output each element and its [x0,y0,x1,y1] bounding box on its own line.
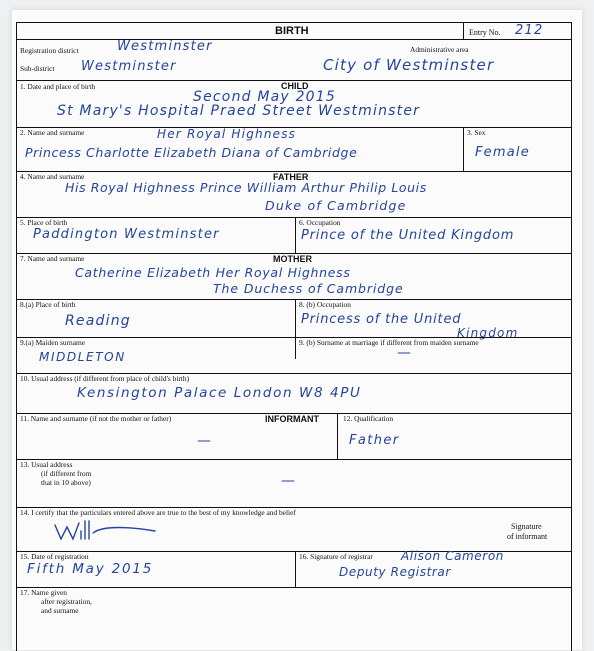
child-birth-date: Second May 2015 [193,89,336,105]
divider [17,337,571,338]
mother-name-line2: The Duchess of Cambridge [213,281,404,296]
field-marriage-surname-label: 9. (b) Surname at marriage if different from maiden surname [299,338,479,347]
field-mother-birthplace-label: 8.(a) Place of birth [20,300,76,309]
mother-name-line1: Catherine Elizabeth Her Royal Highness [75,265,351,280]
section-father: FATHER [273,172,309,182]
field-maiden-surname-label: 9.(a) Maiden surname [20,338,86,347]
child-birth-place: St Mary's Hospital Praed Street Westminster [57,103,421,119]
field-mother-name-label: 7. Name and surname [20,254,85,263]
sub-district: Westminster [81,59,177,74]
field-sex-label: 3. Sex [467,128,486,137]
entry-number-label: Entry No. [469,28,501,37]
father-occupation: Prince of the United Kingdom [301,228,515,243]
field-informant-name-label: 11. Name and surname (if not the mother or father) [20,414,172,423]
field-father-occupation-label: 6. Occupation [299,218,341,227]
father-name-line2: Duke of Cambridge [265,198,407,213]
usual-address: Kensington Palace London W8 4PU [77,385,362,401]
mother-maiden-surname: MIDDLETON [39,350,126,364]
informant-signature [51,517,161,545]
section-mother: MOTHER [273,254,312,264]
administrative-area-label: Administrative area [410,45,469,54]
registration-date: Fifth May 2015 [27,561,154,577]
divider [17,299,571,300]
mother-occupation-line2: Kingdom [457,326,519,340]
divider [17,39,571,40]
informant-address: — [281,473,297,489]
mother-marriage-surname: — [397,345,413,361]
certificate-title: BIRTH [275,25,309,37]
mother-occupation-line1: Princess of the United [301,312,462,327]
administrative-area: City of Westminster [323,56,495,74]
entry-number: 212 [515,23,544,38]
field-registration-date-label: 15. Date of registration [20,552,89,561]
divider [295,217,296,253]
field-name-given-note-2: and surname [41,606,79,615]
signature-of-informant-label: of informant [507,532,548,541]
field-date-place-label: 1. Date and place of birth [20,82,96,91]
field-name-given-label: 17. Name given [20,588,67,597]
birth-certificate-form [16,22,572,651]
field-informant-address-note-1: (if different from [41,469,92,478]
divider [463,23,464,39]
informant-name: — [197,433,213,449]
field-father-birthplace-label: 5. Place of birth [20,218,68,227]
registration-district-label: Registration district [20,46,79,55]
field-mother-occupation-label: 8. (b) Occupation [299,300,351,309]
divider [337,413,338,459]
field-name-given-note-1: after registration, [41,597,92,606]
child-title: Her Royal Highness [157,127,297,141]
section-informant: INFORMANT [265,414,319,424]
section-child: CHILD [281,81,309,91]
father-birthplace: Paddington Westminster [33,227,220,242]
field-child-name-label: 2. Name and surname [20,128,85,137]
field-father-name-label: 4. Name and surname [20,172,85,181]
divider [295,551,296,587]
father-name-line1: His Royal Highness Prince William Arthur Philip Louis [65,180,427,195]
field-informant-address-note-2: that in 10 above) [41,478,91,487]
divider [17,459,571,460]
divider [295,299,296,359]
sub-district-label: Sub-district [20,64,55,73]
child-sex: Female [475,145,530,160]
registrar-title: Deputy Registrar [339,565,451,579]
signature-label: Signature [511,522,542,531]
field-certify-statement: 14. I certify that the particulars entered above are true to the best of my knowledge and belief [20,508,296,517]
field-qualification-label: 12. Qualification [343,414,394,423]
child-name: Princess Charlotte Elizabeth Diana of Cambridge [25,145,358,160]
field-informant-address-label: 13. Usual address [20,460,73,469]
field-usual-address-label: 10. Usual address (if different from place of child's birth) [20,374,190,383]
registration-district: Westminster [117,39,213,54]
registrar-signature: Alison Cameron [401,549,504,563]
divider [463,127,464,171]
informant-qualification: Father [349,433,400,448]
mother-birthplace: Reading [65,313,131,329]
divider [17,217,571,218]
divider [17,587,571,588]
field-registrar-signature-label: 16. Signature of registrar [299,552,373,561]
